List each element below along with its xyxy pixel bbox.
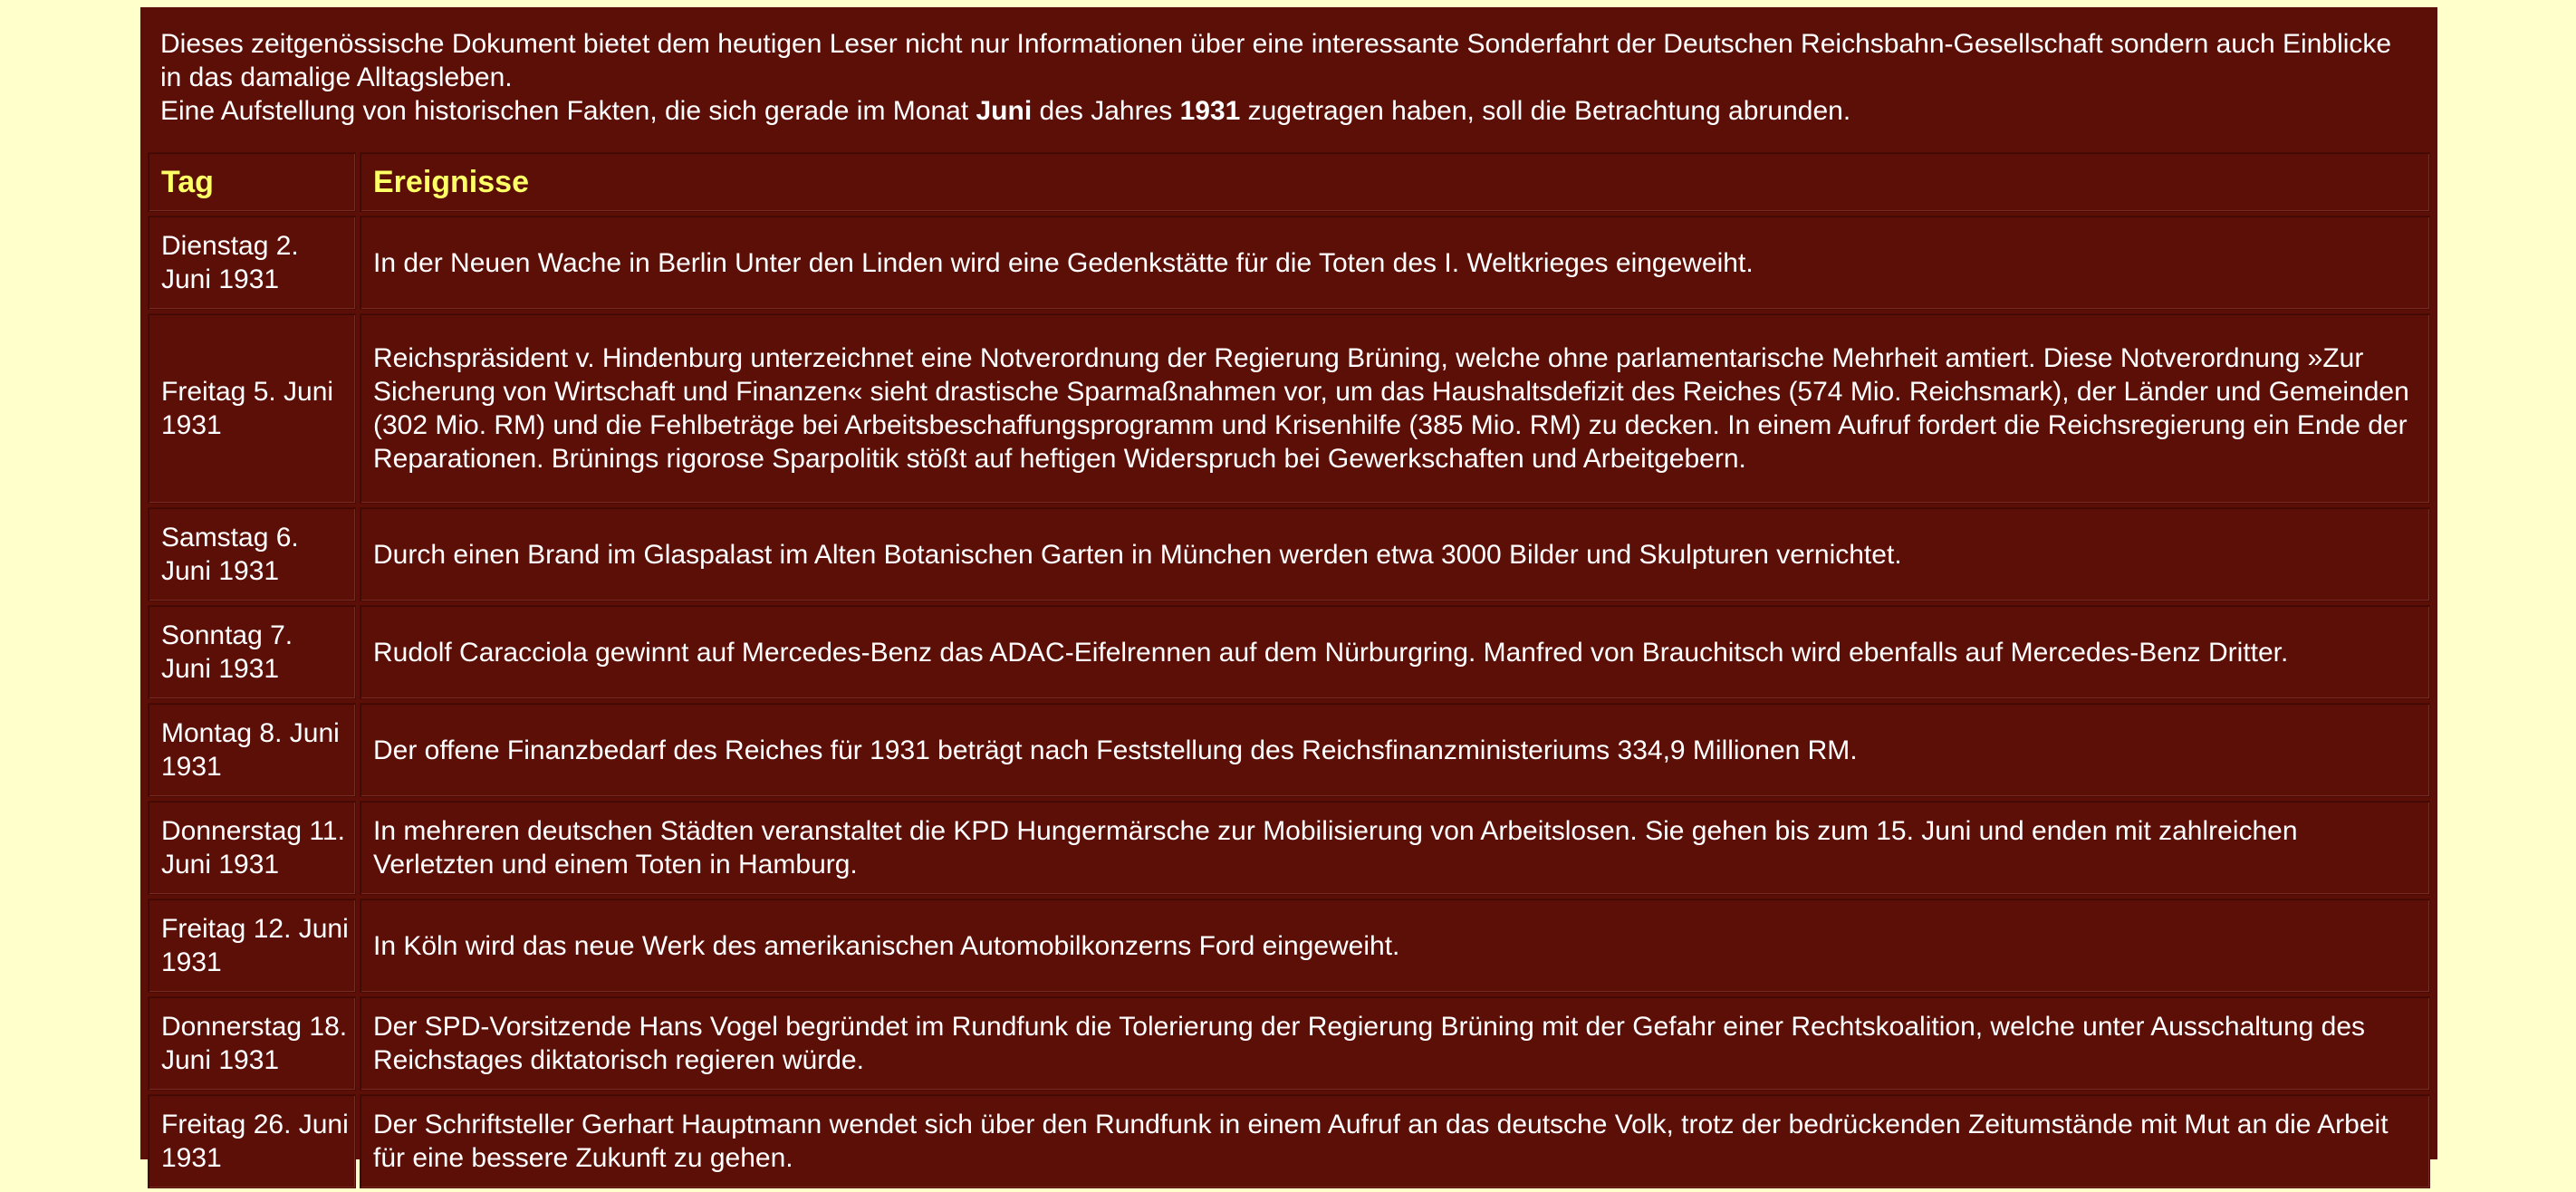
- cell-event: Der SPD-Vorsitzende Hans Vogel begründet im Rundfunk die Tolerierung der Regierung Brüning mit der Gefahr einer Rechtskoalition, welche unter Ausschaltung des Reichstages diktatorisch regieren würde.: [360, 996, 2430, 1091]
- cell-day: Sonntag 7. Juni 1931: [148, 605, 356, 699]
- cell-day: Dienstag 2. Juni 1931: [148, 216, 356, 310]
- intro-text-after: zugetragen haben, soll die Betrachtung abrunden.: [1240, 96, 1851, 126]
- intro-year: 1931: [1179, 96, 1241, 126]
- column-header-events: Ereignisse: [360, 152, 2430, 212]
- table-row: [148, 899, 2430, 993]
- cell-day: Samstag 6. Juni 1931: [148, 507, 356, 601]
- content-panel: [140, 7, 2437, 1173]
- cell-event: Reichspräsident v. Hindenburg unterzeichnet eine Notverordnung der Regierung Brüning, welche ohne parlamentarische Mehrheit amtiert. Diese Notverordnung »Zur Sicherung von Wirtschaft und Finanzen« sieht drastische Sparmaßnahmen vor, um das Haushaltsdefizit des Reiches (574 Mio. Reichsmark), der Länder und Gemeinden (302 Mio. RM) und die Fehlbeträge bei Arbeitsbeschaffungsprogramm und Krisenhilfe (385 Mio. RM) zu decken. In einem Aufruf fordert die Reichsregierung ein Ende der Reparationen. Brünings rigorose Sparpolitik stößt auf heftigen Widerspruch bei Gewerkschaften und Arbeitgebern.: [360, 313, 2430, 504]
- cell-event: In mehreren deutschen Städten veranstaltet die KPD Hungermärsche zur Mobilisierung von Arbeitslosen. Sie gehen bis zum 15. Juni und enden mit zahlreichen Verletzten und einem Toten in Hamburg.: [360, 801, 2430, 895]
- intro-paragraph-1: Dieses zeitgenössische Dokument bietet dem heutigen Leser nicht nur Informationen über eine interessante Sonderfahrt der Deutschen Reichsbahn-Gesellschaft sondern auch Einblicke in das damalige Alltagsleben.: [160, 29, 2392, 92]
- table-row: [148, 216, 2430, 310]
- table-row: [148, 801, 2430, 895]
- intro-text-middle: des Jahres: [1032, 96, 1180, 126]
- cell-event: Durch einen Brand im Glaspalast im Alten Botanischen Garten in München werden etwa 3000 Bilder und Skulpturen vernichtet.: [360, 507, 2430, 601]
- cell-event: Rudolf Caracciola gewinnt auf Mercedes-Benz das ADAC-Eifelrennen auf dem Nürburgring. Manfred von Brauchitsch wird ebenfalls auf Mercedes-Benz Dritter.: [360, 605, 2430, 699]
- cell-day: Donnerstag 11. Juni 1931: [148, 801, 356, 895]
- table-row: [148, 507, 2430, 601]
- intro-text-before: Eine Aufstellung von historischen Fakten, die sich gerade im Monat: [160, 96, 976, 126]
- table-row: [148, 1094, 2430, 1188]
- cell-day: Freitag 5. Juni 1931: [148, 313, 356, 504]
- table-row: [148, 313, 2430, 504]
- cell-day: Freitag 12. Juni 1931: [148, 899, 356, 993]
- intro-month: Juni: [976, 96, 1033, 126]
- cell-day: Freitag 26. Juni 1931: [148, 1094, 356, 1188]
- table-row: [148, 605, 2430, 699]
- cell-event: In der Neuen Wache in Berlin Unter den Linden wird eine Gedenkstätte für die Toten des I. Weltkrieges eingeweiht.: [360, 216, 2430, 310]
- events-table: [144, 149, 2434, 1192]
- table-body: [148, 216, 2430, 1188]
- cell-event: In Köln wird das neue Werk des amerikanischen Automobilkonzerns Ford eingeweiht.: [360, 899, 2430, 993]
- intro-paragraph-2: [160, 94, 2417, 128]
- table-header-row: [148, 152, 2430, 212]
- table-row: [148, 703, 2430, 797]
- cell-day: Montag 8. Juni 1931: [148, 703, 356, 797]
- intro-text: [144, 27, 2434, 150]
- cell-day: Donnerstag 18. Juni 1931: [148, 996, 356, 1091]
- cell-event: Der Schriftsteller Gerhart Hauptmann wendet sich über den Rundfunk in einem Aufruf an das deutsche Volk, trotz der bedrückenden Zeitumstände mit Mut an die Arbeit für eine bessere Zukunft zu gehen.: [360, 1094, 2430, 1188]
- column-header-day: Tag: [148, 152, 356, 212]
- cell-event: Der offene Finanzbedarf des Reiches für 1931 beträgt nach Feststellung des Reichsfinanzministeriums 334,9 Millionen RM.: [360, 703, 2430, 797]
- table-row: [148, 996, 2430, 1091]
